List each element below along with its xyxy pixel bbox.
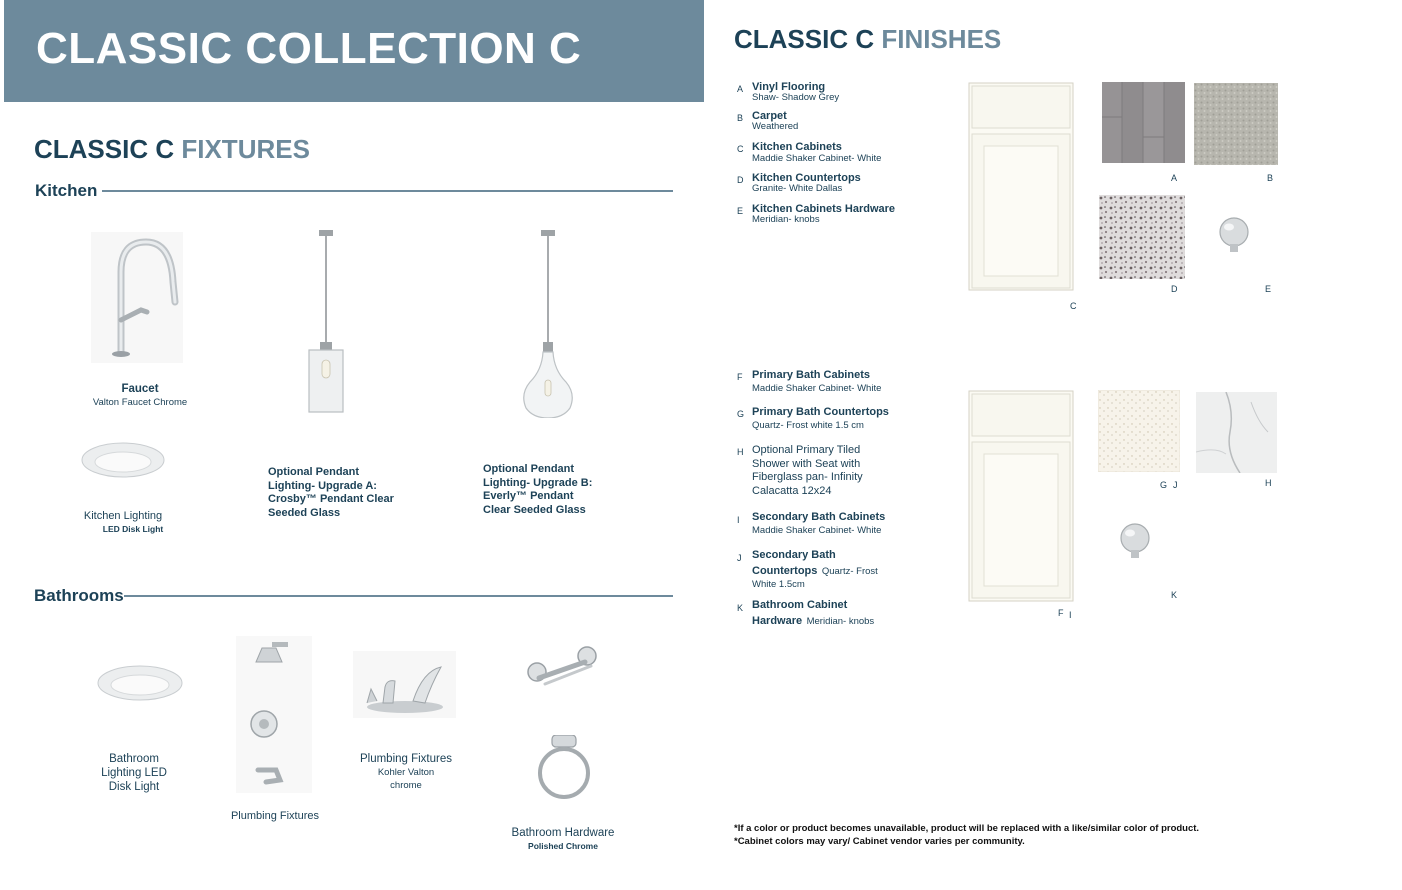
finish-h-line2: Shower with Seat with xyxy=(752,457,861,470)
footnote-2: *Cabinet colors may vary/ Cabinet vendor varies per community. xyxy=(734,836,1025,847)
image-label-h: H xyxy=(1265,478,1272,488)
towel-ring-image xyxy=(536,735,592,803)
pendant-b-image xyxy=(518,230,578,418)
kitchen-rule xyxy=(102,190,673,192)
finish-name: Kitchen Countertops xyxy=(752,172,861,184)
finish-desc: Weathered xyxy=(752,121,799,132)
finish-j-text xyxy=(752,549,878,592)
finish-desc: Granite- White Dallas xyxy=(752,183,843,194)
pendant-b-line4: Clear Seeded Glass xyxy=(483,503,586,516)
finish-name-i: Secondary Bath Cabinets xyxy=(752,511,886,523)
finish-h-text xyxy=(752,444,863,498)
finish-j-desc3: White 1.5cm xyxy=(752,579,805,590)
image-label-b: B xyxy=(1267,173,1274,183)
finish-desc-i: Maddie Shaker Cabinet- White xyxy=(752,525,882,536)
kitchen-disk-light-image xyxy=(80,438,166,480)
finish-letter-h: H xyxy=(737,447,744,457)
fixtures-title-light: FIXTURES xyxy=(181,134,310,164)
pendant-a-line4: Seeded Glass xyxy=(268,506,341,519)
bath-lighting-line3: Disk Light xyxy=(108,781,160,793)
finish-h-line4: Calacatta 12x24 xyxy=(752,484,832,497)
image-label-i: I xyxy=(1069,610,1072,620)
faucet-name: Faucet xyxy=(121,383,159,395)
finish-letter: A xyxy=(737,84,744,94)
faucet-image xyxy=(91,232,183,363)
image-label-j: J xyxy=(1173,480,1178,490)
plumbing-2-line3: chrome xyxy=(390,780,422,791)
pendant-b-caption xyxy=(483,463,623,517)
finish-name: Kitchen Cabinets xyxy=(752,141,842,153)
finish-letter-j: J xyxy=(737,553,742,563)
finish-desc-g: Quartz- Frost white 1.5 cm xyxy=(752,420,864,431)
finish-letter: B xyxy=(737,113,744,123)
finish-letter: E xyxy=(737,206,744,216)
finish-name: Vinyl Flooring xyxy=(752,81,826,93)
finish-desc: Meridian- knobs xyxy=(752,214,820,225)
image-label-d: D xyxy=(1171,284,1178,294)
finish-desc: Maddie Shaker Cabinet- White xyxy=(752,153,882,164)
footnote-1: *If a color or product becomes unavailable, product will be replaced with a like/similar color of product. xyxy=(734,823,1200,834)
kitchen-lighting-caption xyxy=(62,510,184,536)
bathroom-disk-light-image xyxy=(96,662,184,704)
finish-h-line3: Fiberglass pan- Infinity xyxy=(752,471,863,483)
image-label-f: F xyxy=(1058,608,1064,618)
granite-swatch xyxy=(1099,195,1185,279)
bathroom-lighting-caption xyxy=(84,752,184,794)
finishes-title-dark: CLASSIC C xyxy=(734,24,875,54)
finishes-title xyxy=(734,24,1001,55)
finishes-title-light: FINISHES xyxy=(881,24,1002,54)
kitchen-cabinet-swatch xyxy=(968,82,1074,291)
bath-hardware-desc: Polished Chrome xyxy=(528,841,598,851)
plumbing-fixtures-2-caption xyxy=(348,753,464,792)
finish-letter-k: K xyxy=(737,603,744,613)
bath-lighting-line2: Lighting LED xyxy=(101,767,167,779)
bath-lighting-line1: Bathroom xyxy=(109,753,159,765)
toilet-paper-holder-image xyxy=(525,640,601,696)
finish-name: Kitchen Cabinets Hardware xyxy=(752,203,896,215)
image-label-a: A xyxy=(1171,173,1178,183)
pendant-b-line2: Lighting- Upgrade B: xyxy=(483,476,593,489)
finish-desc: Shaw- Shadow Grey xyxy=(752,92,840,103)
finish-j-desc2: Quartz- Frost xyxy=(821,565,878,577)
finish-j-name2: Countertops xyxy=(752,564,818,577)
pendant-b-line3: Everly™ Pendant xyxy=(483,490,574,502)
finish-letter-i: I xyxy=(737,515,740,525)
bath-cabinet-swatch xyxy=(968,390,1074,602)
pendant-b-line1: Optional Pendant xyxy=(483,463,575,475)
finish-letter-g: G xyxy=(737,409,745,419)
kitchen-knob-swatch xyxy=(1216,216,1252,254)
fixtures-title xyxy=(34,134,310,165)
bathroom-hardware-caption xyxy=(496,827,630,853)
finish-letter: D xyxy=(737,175,744,185)
finish-name: Carpet xyxy=(752,110,787,122)
calacatta-tile-swatch xyxy=(1196,392,1277,473)
finish-j-name1: Secondary Bath xyxy=(752,549,836,561)
finish-k-name2: Hardware xyxy=(752,614,803,627)
page-title: CLASSIC COLLECTION C xyxy=(36,24,582,73)
finish-desc-f: Maddie Shaker Cabinet- White xyxy=(752,383,882,394)
finish-k-text xyxy=(752,599,874,628)
bathrooms-heading: Bathrooms xyxy=(34,586,124,605)
finish-k-desc2: Meridian- knobs xyxy=(806,615,875,627)
fixtures-title-dark: CLASSIC C xyxy=(34,134,175,164)
image-label-e: E xyxy=(1265,284,1272,294)
shower-set-image xyxy=(236,636,312,793)
bath-knob-swatch xyxy=(1116,522,1154,560)
bathrooms-rule xyxy=(124,595,673,597)
finish-h-line1: Optional Primary Tiled xyxy=(752,444,861,456)
faucet-caption xyxy=(60,383,220,409)
finish-k-name1: Bathroom Cabinet xyxy=(752,599,848,611)
finish-name-f: Primary Bath Cabinets xyxy=(752,369,870,381)
kitchen-lighting-desc: LED Disk Light xyxy=(102,524,164,534)
pendant-a-line1: Optional Pendant xyxy=(268,466,360,478)
pendant-a-line2: Lighting- Upgrade A: xyxy=(268,479,377,492)
kitchen-lighting-name: Kitchen Lighting xyxy=(83,510,163,522)
pendant-a-caption xyxy=(268,466,408,520)
bath-finishes-list xyxy=(737,369,957,639)
plumbing-2-name: Plumbing Fixtures xyxy=(359,753,453,765)
plumbing-2-line2: Kohler Valton xyxy=(377,767,435,778)
image-label-k: K xyxy=(1171,590,1178,600)
finish-name-g: Primary Bath Countertops xyxy=(752,406,889,418)
quartz-frost-swatch xyxy=(1098,390,1180,472)
image-label-c: C xyxy=(1070,301,1077,311)
vinyl-flooring-swatch xyxy=(1102,82,1185,163)
faucet-desc: Valton Faucet Chrome xyxy=(92,397,188,408)
bath-hardware-name: Bathroom Hardware xyxy=(511,827,615,839)
finish-letter: C xyxy=(737,144,744,154)
plumbing-fixtures-1-caption: Plumbing Fixtures xyxy=(230,810,320,822)
pendant-a-image xyxy=(300,230,352,416)
image-label-g: G xyxy=(1160,480,1168,490)
finish-letter-f: F xyxy=(737,372,743,382)
pendant-a-line3: Crosby™ Pendant Clear xyxy=(268,493,394,505)
kitchen-heading: Kitchen xyxy=(35,181,98,200)
bath-faucet-image xyxy=(353,651,456,718)
carpet-swatch xyxy=(1194,83,1278,165)
